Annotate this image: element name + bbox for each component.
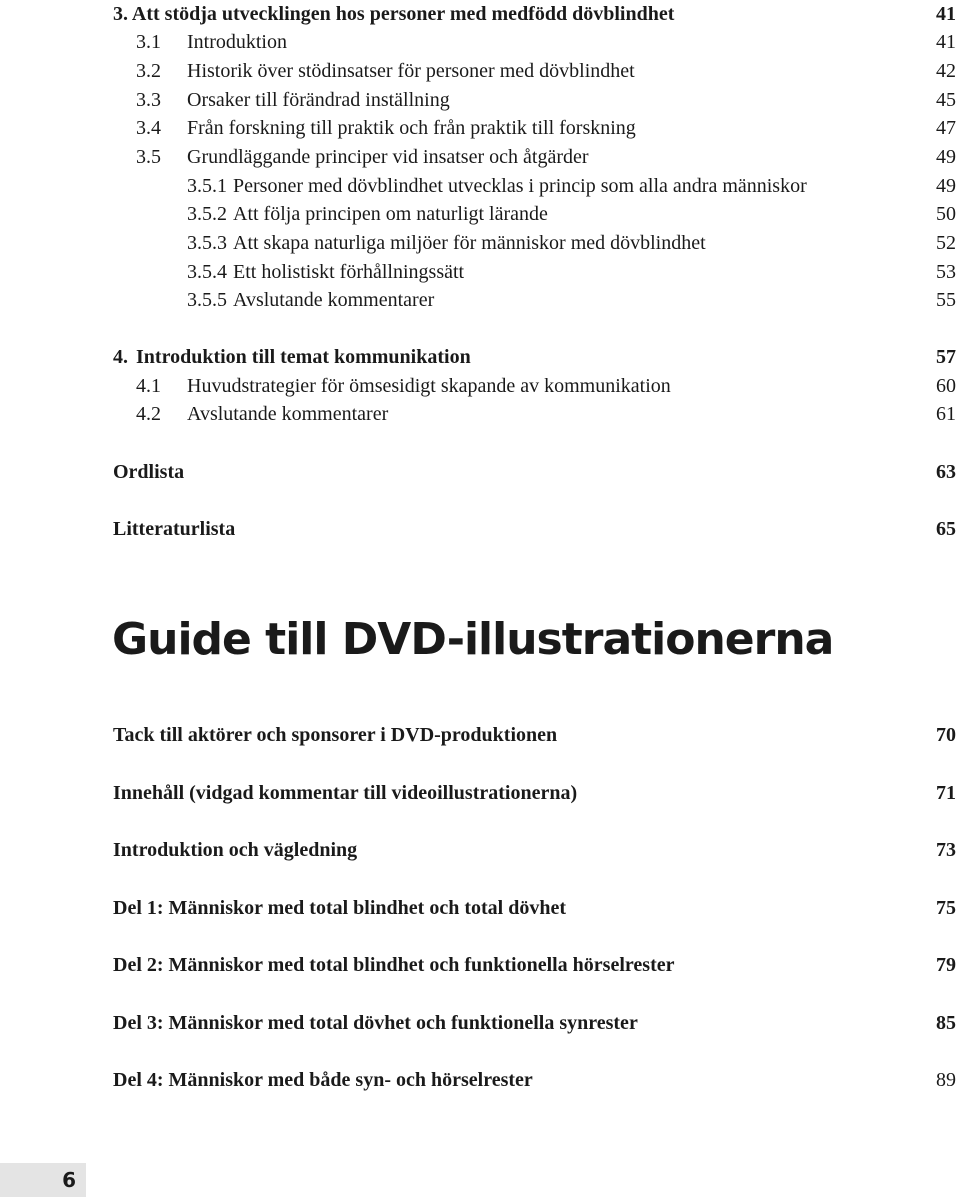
toc-page: 63	[936, 461, 956, 483]
toc-title: Litteraturlista	[113, 518, 236, 540]
toc-page: 57	[936, 346, 956, 368]
toc-title: Tack till aktörer och sponsorer i DVD-produktionen	[113, 724, 558, 746]
toc-litteraturlista[interactable]	[113, 515, 956, 543]
toc-title: 3. Att stödja utvecklingen hos personer med medfödd dövblindhet	[113, 3, 675, 25]
toc-page: 85	[936, 1012, 956, 1034]
toc-subsection-3-5-4[interactable]	[187, 258, 956, 286]
toc-number: 3.5.3	[187, 232, 227, 254]
toc-page: 79	[936, 954, 956, 976]
guide-heading: Guide till DVD-illustrationerna	[112, 614, 834, 665]
toc-page: 45	[936, 89, 956, 111]
toc-title: Avslutande kommentarer	[233, 289, 435, 311]
toc-page: 60	[936, 375, 956, 397]
toc-title: Huvudstrategier för ömsesidigt skapande av kommunikation	[187, 375, 671, 397]
toc-page: 41	[936, 31, 956, 53]
toc-section-4-2[interactable]	[136, 400, 956, 428]
toc-page: 49	[936, 146, 956, 168]
toc-page: 47	[936, 117, 956, 139]
toc-chapter-4[interactable]	[113, 343, 956, 371]
page-number: 6	[62, 1168, 76, 1192]
toc-chapter-3[interactable]	[113, 0, 956, 28]
toc-title: Del 2: Människor med total blindhet och funktionella hörselrester	[113, 954, 675, 976]
toc-page: 41	[936, 3, 956, 25]
toc-number: 4.	[113, 346, 128, 368]
guide-item[interactable]	[113, 1066, 956, 1094]
toc-title: Grundläggande principer vid insatser och åtgärder	[187, 146, 589, 168]
toc-title: Att skapa naturliga miljöer för människor med dövblindhet	[233, 232, 706, 254]
toc-section-3-2[interactable]	[136, 57, 956, 85]
toc-title: Del 1: Människor med total blindhet och total dövhet	[113, 897, 566, 919]
toc-number: 3.5.1	[187, 175, 227, 197]
toc-title: Innehåll (vidgad kommentar till videoillustrationerna)	[113, 782, 578, 804]
toc-subsection-3-5-2[interactable]	[187, 200, 956, 228]
toc-subsection-3-5-1[interactable]	[187, 172, 956, 200]
toc-page: 89	[936, 1069, 956, 1091]
toc-section-4-1[interactable]	[136, 372, 956, 400]
guide-item[interactable]	[113, 951, 956, 979]
toc-title: Orsaker till förändrad inställning	[187, 89, 450, 111]
toc-page: 75	[936, 897, 956, 919]
toc-page: 52	[936, 232, 956, 254]
guide-item[interactable]	[113, 1009, 956, 1037]
toc-number: 3.4	[136, 117, 161, 139]
toc-title: Historik över stödinsatser för personer med dövblindhet	[187, 60, 635, 82]
page-number-tab	[0, 1163, 86, 1197]
toc-title: Introduktion	[187, 31, 287, 53]
toc-section-3-1[interactable]	[136, 28, 956, 56]
toc-subsection-3-5-3[interactable]	[187, 229, 956, 257]
toc-number: 3.5.4	[187, 261, 227, 283]
toc-number: 4.1	[136, 375, 161, 397]
toc-page: 50	[936, 203, 956, 225]
toc-page: 55	[936, 289, 956, 311]
toc-title: Ett holistiskt förhållningssätt	[233, 261, 465, 283]
toc-page: 61	[936, 403, 956, 425]
toc-title: Ordlista	[113, 461, 185, 483]
toc-title: Avslutande kommentarer	[187, 403, 389, 425]
toc-title: Att följa principen om naturligt lärande	[233, 203, 548, 225]
toc-ordlista[interactable]	[113, 458, 956, 486]
toc-section-3-4[interactable]	[136, 114, 956, 142]
toc-page: 71	[936, 782, 956, 804]
toc-title: Introduktion och vägledning	[113, 839, 358, 861]
toc-number: 3.5.2	[187, 203, 227, 225]
guide-item[interactable]	[113, 779, 956, 807]
guide-item[interactable]	[113, 721, 956, 749]
toc-subsection-3-5-5[interactable]	[187, 286, 956, 314]
toc-page: 49	[936, 175, 956, 197]
toc-section-3-3[interactable]	[136, 86, 956, 114]
toc-number: 3.1	[136, 31, 161, 53]
toc-title: Från forskning till praktik och från praktik till forskning	[187, 117, 636, 139]
toc-title: Personer med dövblindhet utvecklas i princip som alla andra människor	[233, 175, 807, 197]
toc-page: 65	[936, 518, 956, 540]
toc-number: 3.2	[136, 60, 161, 82]
toc-title: Del 4: Människor med både syn- och hörselrester	[113, 1069, 533, 1091]
toc-title: Del 3: Människor med total dövhet och funktionella synrester	[113, 1012, 638, 1034]
toc-title: Introduktion till temat kommunikation	[136, 346, 471, 368]
toc-number: 4.2	[136, 403, 161, 425]
toc-page: 53	[936, 261, 956, 283]
toc-number: 3.3	[136, 89, 161, 111]
toc-page: 42	[936, 60, 956, 82]
toc-number: 3.5.5	[187, 289, 227, 311]
guide-item[interactable]	[113, 836, 956, 864]
toc-number: 3.5	[136, 146, 161, 168]
toc-page: 73	[936, 839, 956, 861]
guide-item[interactable]	[113, 894, 956, 922]
toc-section-3-5[interactable]	[136, 143, 956, 171]
toc-page: 70	[936, 724, 956, 746]
